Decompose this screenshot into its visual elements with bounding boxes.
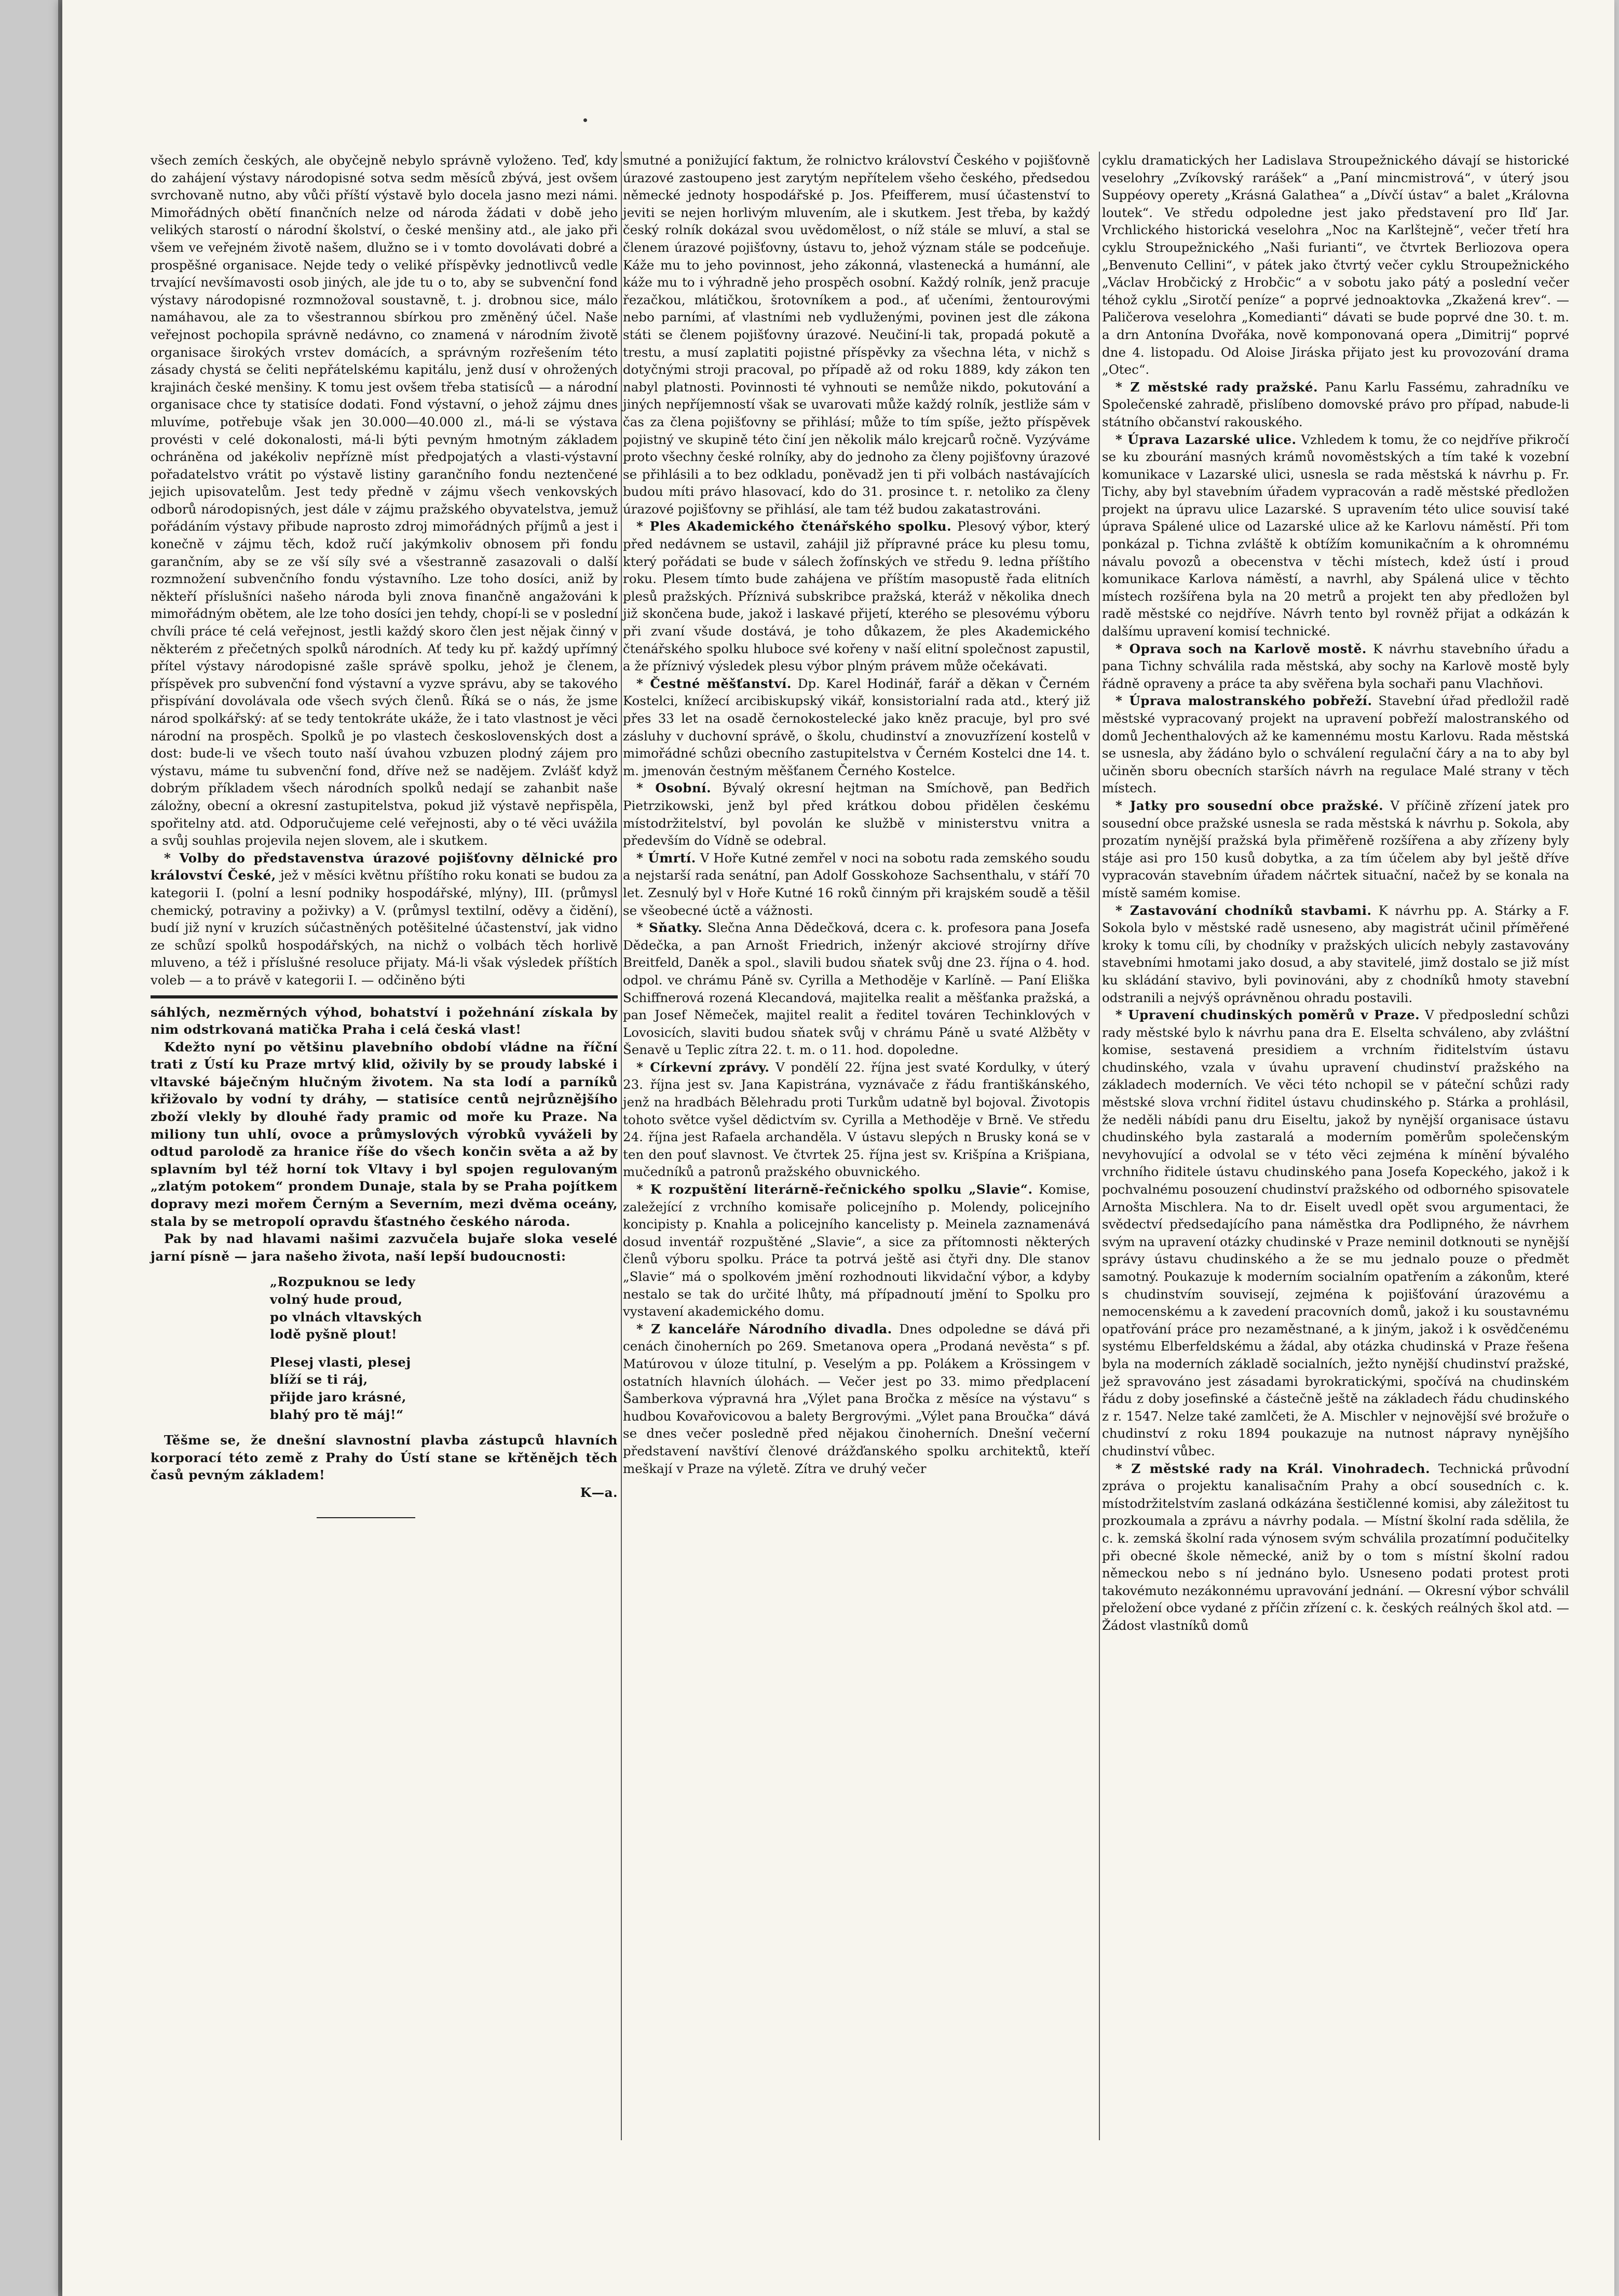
church-news-heading: * Církevní zprávy. — [636, 1059, 770, 1075]
death-heading: * Úmrtí. — [636, 850, 696, 866]
verse-line: Plesej vlasti, plesej — [270, 1354, 411, 1370]
river-article-lead: sáhlých, nezměrných výhod, bohatství i požehnání získala by nim odstrkovaná matička Praha i celá česká vlast! — [151, 1004, 618, 1037]
sidewalks-text: K návrhu pp. A. Stárky a F. Sokola bylo v městské radě usneseno, aby magistrát učinil příměřené kroky k tomu cíli, by chodníky v pražských ulicích nebyly zastavovány stavebními hmotami jako dosud, a aby stavitelé, jimž dostalo se již míst ku skládání stavivo, byli povinováni, aby z chodníků hmoty stavební odstranili a nejvýš oprávněnou ohradu postavili. — [1102, 902, 1569, 1005]
lazarska-text: Vzhledem k tomu, že co nejdříve přikročí se ku zbourání masných krámů novoměstských a tím také k vozební komunikace v Lazarské ulici, usnesla se rada městská k návrhu p. Fr. Tichy, aby byl stavebním úřadem vypracován a radě městské předložen projekt na úpravu ulice Lazarské. S upravením této ulice souvisí také úprava Spálené ulice od Lazarské ulice až ke Karlovu náměstí. Při tom ponkázal p. Tichna zvláště k obtížím komunikačním a k ohromnému návalu povozů a obecenstva v těchi místech, kdež ústí i proud komunikace Karlova náměstí, a navrhl, aby Spálená ulice v těchto místech rozšířena byla na 20 metrů a projekt ten aby předložen byl radě městské co nejdříve. Návrh tento byl rovněž přijat a odkázán k dalšímu upravení komisí technické. — [1102, 431, 1570, 639]
ball-heading: * Ples Akademického čtenářského spolku. — [636, 519, 952, 534]
personal-text: Bývalý okresní hejtman na Smíchově, pan Bedřich Pietrzikowski, jenž byl před krátkou dobou přidělen českému místodržitelství, byl povolán ke službě v ministerstvu vnitra a především do Vídně se odebral. — [623, 780, 1090, 848]
slaughterhouse-heading: * Jatky pro sousední obce pražské. — [1115, 798, 1384, 813]
death-text: V Hoře Kutné zemřel v noci na sobotu rada zemského soudu a nejstarší rada senátní, pan Adolf Gosskohoze Sachsenthalu, v stáří 70 let. Zesnulý byl v Hoře Kutné 16 roků činným při krajském soudě a těšil se všeobecné úctě a vážnosti. — [623, 850, 1090, 918]
end-rule — [317, 1517, 415, 1518]
column-divider-1 — [621, 152, 622, 2140]
statues-text: K návrhu stavebního úřadu a pana Tichny schválila rada městská, aby sochy na Karlově mostě byly řádně opraveny a práce ta aby svěřena byla sochaři panu Vlachňovi. — [1102, 641, 1569, 691]
verse-line: volný hude proud, — [270, 1292, 403, 1307]
river-article-song-intro: Pak by nad hlavami našimi zazvučela bujaře sloka veselé jarní písně — jara našeho života, naší lepší budoucnosti: — [151, 1231, 618, 1264]
slavie-heading: * K rozpuštění literárně-řečnického spolku „Slavie“. — [636, 1182, 1033, 1197]
city-council-text: Panu Karlu Fassému, zahradníku ve Společenské zahradě, přislíbeno domovské právo pro případ, nabude-li státního občanství rakouského. — [1102, 379, 1570, 429]
church-news-text: V pondělí 22. října jest svaté Kordulky, v úterý 23. října jest sv. Jana Kapistrána, vyznávače z řádu františkánského, jenž na hradbách Bělehradu proti Turkům udatně byl bojoval. Životopis tohoto světce vyšel dědictvím sv. Cyrilla a Methoděje v Brně. Ve středu 24. října jest Rafaela archanděla. V ústavu slepých n Brusky koná se v ten den pouť slavnost. Ve čtvrtek 25. října jest sv. Krišpína a Krišpiana, mučedníků a patronů pražského obuvnického. — [623, 1059, 1090, 1180]
theatre-text-continued: cyklu dramatických her Ladislava Stroupežnického dávají se historické veselohry „Zvíkovský rarášek“ a „Paní mincmistrová“, v úterý jsou Suppéovy operety „Krásná Galathea“ a „Dívčí ústav“ a balet „Královna loutek“. Ve středu odpoledne jest jako představení pro Ilď Jar. Vrchlického historická veselohra „Noc na Karlštejně“, večer třetí hra cyklu Stroupežnického „Naši furianti“, ve čtvrtek Berliozova opera „Benvenuto Cellini“, v pátek jako čtvrtý večer cyklu Stroupežnického „Václav Hrobčický z Hrobčic“ a v sobotu jako pátý a poslední večer téhož cyklu „Sirotčí peníze“ a poprvé jednoaktovka „Zkažená krev“. — Paličerova veselohra „Komedianti“ dávati se bude poprvé dne 30. t. m. a drn Antonína Dvořáka, nově komponovaná opera „Dimitrij“ poprvé dne 4. listopadu. Od Aloise Jiráska přijato jest ku provozování drama „Otec“. — [1102, 153, 1569, 377]
poor-relief-text: V předposlední schůzi rady městské bylo k návrhu pana dra E. Elselta schváleno, aby zvláštní komise, sestavená presidiem a vrchním řiditelstvím ústavu chudinského, vzala v úvahu upravení chudinství pražského na základech moderních. Ve věci této nchopil se v páteční schůzi rady městské slova vrchní řiditel ústavu chudinského p. Stárka a prohlásil, že neděli nábídi panu dru Eiseltu, jakož by nynější organisace ústavu chudinského byla zastaralá a moderním poměrům společenským nevyhovující a odvolal se v této věci zejména k mínění bývalého vrchního řiditele ústavu chudinského pana Josefa Kopeckého, jakož i k pochvalnému posouzení chudinství pražského od odborného spisovatele Arnošta Mischlera. Na to dr. Eiselt uvedl opět svou argumentaci, že svědectví předsedajícího pana náměstka dra Podlipného, že návrhem svým na upravení otázky chudinské v Praze neminil dotknouti se nynější správy ústavu chudinského a že se mu jednalo pouze o předmět samotný. Poukazuje k moderním socialním opatřením a zákonům, které s chudinstvím souvisejí, zejména k pojišťování úrazovému a nemocenskému a k zavedení pracovních domů, jakož i ku soustavnému opatřování práce pro nezaměstnané, a k jiným, jakož i k osvědčenému systému Elberfeldskému a žádal, aby otázka chudinská v Praze řešena byla na moderních základě socialních, ježto nynější chudinství pražské, jež spravováno jest zásadami byrokratickými, spočívá na chudinském řádu z doby josefinské a částečně ještě na základech řádu chudinského z r. 1547. Nelze také zamlčeti, že A. Mischler v nejnovější své brožuře o chudinství z roku 1894 poukazuje na nutnost nápravy nynějšího chudinství vůbec. — [1102, 1007, 1569, 1458]
insurance-article-text: smutné a ponižující faktum, že rolnictvo království Českého v pojišťovně úrazové zastoupeno jest zarytým nepřítelem všeho českého, předsedou německé jednoty hospodářské p. Jos. Pfeifferem, musí účastenství to jeviti se nejen horlivým mluvením, ale i skutkem. Jest třeba, by každý český rolník dokázal svou uvědomělost, o níž stále se mluví, a stal se členem úrazové pojišťovny, ústavu to, jehož význam stále se podceňuje. Káže mu to jeho povinnost, jeho zákonná, vlastenecká a humánní, ale káže mu to i výhradně jeho prospěch osobní. Každý rolník, jenž pracuje řezačkou, mlátičkou, šrotovníkem a pod., ať učeními, žentourovými nebo parními, ať vlastními neb vydluženými, povinen jest dle zákona státi se členem pojišťovny úrazové. Neučiní-li tak, propadá pokutě a trestu, a musí zaplatiti pojistné příspěvky za všechna léta, v nichž s dotyčnými stroji pracoval, po případě až od roku 1889, kdy zákon ten nabyl platnosti. Povinnosti té vyhnouti se nemůže nikdo, pokutování a jiných nepříjemností však se uvarovati může každý rolník, jestliže sám v čas za člena pojišťovny se přihlásí; může to tím spíše, ježto příspěvek pojistný ve skupině této činí jen několik málo krejcarů ročně. Vyzýváme proto všechny české rolníky, aby do jednoho za členy pojišťovny úrazové se přihlásili a to bez odkladu, poněvadž jen ti při volbách nastávajících budou míti právo hlasovací, kdo do 31. prosince t. r. netoliko za členy úrazové pojišťovny se přihlásí, ale tam též budou zakatastrováni. — [623, 153, 1090, 517]
verse-line: blahý pro tě máj!“ — [270, 1407, 404, 1422]
slavie-text: Komise, zaležející z vrchního komisaře policejního p. Molendy, policejního koncipisty p. Knahla a policejního kancelisty p. Meinela zaznamenává dosud inventář rozpuštěné „Slavie“, a sice za přítomnosti některých členů výboru spolku. Práce ta potrvá ještě asi čtyři dny. Dle stanov „Slavie“ má o spolkovém jmění rozhodnouti likvidační výbor, a kdyby nestalo se tak do určité lhůty, má případnoutí jmění to Spolku pro vystavení akademického domu. — [623, 1182, 1090, 1319]
article-rule — [151, 995, 618, 998]
theatre-heading: * Z kanceláře Národního divadla. — [636, 1321, 892, 1336]
river-article-closing: Těšme se, že dnešní slavnostní plavba zástupců hlavních korporací této země z Prahy do Ústí stane se křtěnějch těch časů pevným základem! — [151, 1433, 618, 1483]
weddings-text: Slečna Anna Dědečková, dcera c. k. profesora pana Josefa Dědečka, a pan Arnošt Friedrich, inženýr akciové strojírny dříve Breitfeld, Daněk a spol., slavili budou sňatek svůj dne 23. října o 4. hod. odpol. ve chrámu Páně sv. Cyrilla a Methoděje v Karlíně. — Paní Eliška Schiffnerová rozená Klecandová, majitelka realit a měšťanka pražská, a pan Josef Němeček, majitel realit a ředitel továren Techinklových v Lovosicích, slaviti budou sňatek svůj v chrámu Páně u svaté Alžběty v Šenavě u Teplic zítra 22. t. m. o 11. hod. dopoledne. — [623, 920, 1091, 1058]
river-article-text: Kdežto nyní po většinu plavebního období vládne na říční trati z Ústí ku Praze mrtvý klid, oživily by se proudy labské i vltavské báječným hlučným životem. Na sta lodí a parníků křižovalo by vodní ty dráhy, — statisíce centů nejrůznějšího zboží vlekly by dlouhé řady pramic od moře ku Praze. Na miliony tun uhlí, ovoce a průmyslových výrobků vyváželi by odtud parolodě za hranice říše do všech končin světa a až by splavním byl též horní tok Vltavy i byl spojen regulovaným „zlatým potokem“ prondem Dunaje, stala by se Praha pojítkem dopravy mezi mořem Černým a Severním, mezi dvěma oceány, stala by se metropolí opravdu šťastného českého národa. — [151, 1039, 618, 1229]
citizenship-text: Dp. Karel Hodinář, farář a děkan v Černém Kostelci, knížecí arcibiskupský vikář, konsistorialní rada atd., který již přes 33 let na osadě černokostelecké jako kněz pracuje, byl pro své zásluhy v duchovní správě, o školu, chudinství a znovuzřízení kostelů v mimořádné schůzi obecního zastupitelstva v Černém Kostelci dne 14. t. m. jmenován čestným měšťanem Černého Kostelce. — [623, 676, 1090, 778]
verse-line: lodě pyšně plout! — [270, 1327, 398, 1342]
song-verse — [270, 1273, 618, 1423]
ball-text: Plesový výbor, který před nedávnem se ustavil, zahájil již přípravné práce ku plesu tomu, který pořádati se bude v sálech žofínských ve středu 9. ledna příštího roku. Plesem tímto bude zahájena ve příštím masopustě řada elitních plesů pražských. Příznivá subskribce pražská, kteráž v několika dnech již skončena bude, jakož i laskavé přijetí, kterého se plesovému výboru při zvaní všude dostává, je toho důkazem, že ples Akademického čtenářského spolku hluboce své kořeny v naší elitní společnost zapustil, a že příznivý výsledek plesu výbor plným právem může očekávati. — [623, 519, 1090, 674]
pension-elections-heading: * Volby do představenstva úrazové pojišťovny dělnické pro království České, — [151, 850, 618, 883]
city-council-heading: * Z městské rady pražské. — [1115, 379, 1318, 395]
verse-line: blíží se ti ráj, — [270, 1372, 368, 1387]
embankment-text: Stavební úřad předložil radě městské vypracovaný projekt na upravení pobřeží malostranského od domů Jechenthalových až ke kamennému mostu Karlovu. Rada městská se usnesla, aby žádáno bylo o schválení regulační čáry a na to aby byl učiněn sboru obecních starších návrh na regulace Malé strany v těch místech. — [1102, 693, 1569, 796]
citizenship-heading: * Čestné měšťanství. — [636, 676, 792, 691]
column-2 — [623, 152, 1090, 1477]
verse-line: přijde jaro krásné, — [270, 1389, 406, 1404]
statues-heading: * Oprava soch na Karlově mostě. — [1115, 641, 1367, 656]
column-divider-2 — [1099, 152, 1100, 2140]
slaughterhouse-text: V příčině zřízení jatek pro sousední obce pražské usnesla se rada městská k návrhu p. Sokola, aby prozatím nynější pražská byla přiměřeně rozšířena a aby zřízeny byly stáje asi pro 150 kusů dobytka, a za tím účelem aby byl ještě dříve vypracován stavebním úřadem náčrtek situační, načež by se konala na místě samém komise. — [1102, 798, 1569, 900]
pension-elections-text: jež v měsíci květnu příštího roku konati se budou za kategorii I. (polní a lesní podniky hospodářské, mlýny), III. (průmysl chemický, potraviny a poživky) a V. (průmysl textilní, oděvy a čidění), budí již nyní v kruzích súčastněných potěšitelné účastenství, jak vidno ze schůzí spolků hospodářských, na nichž o volbách těch horlivě mluveno, a též i příslušné resoluce přijaty. Má-li však výsledek příštích voleb — a to právě v kategorii I. — odčiněno býti — [151, 868, 618, 988]
exhibition-article-text: všech zemích českých, ale obyčejně nebylo správně vyloženo. Teď, kdy do zahájení výstavy národopisné sotva sedm měsíců zbývá, jest ovšem svrchovaně nutno, aby vůči příští výstavě bylo docela jasno mezi námi. Mimořádných obětí finančních nelze od národa žádati v době jeho velikých starostí o národní školství, o české menšiny atd., ale jako při všem ve veřejném životě našem, dlužno se i v tomto dovolávati dobré a prospěšné organisace. Nejde tedy o veliké příspěvky jednotlivců vedle trvající nevšímavosti osob jiných, ale jde tu o to, aby se subvenční fond výstavy národopisné rozmnožoval soustavně, t. j. drobnou sice, málo namáhavou, ale za to všestrannou sbírkou pro změněný účel. Naše veřejnost pochopila správně nedávno, co znamená v národním životě organisace širokých vrstev domácích, a správným rozřešením této zásady chystá se čeliti nepřátelskému kapitálu, jenž dusí v ohrožených krajinách české menšiny. K tomu jest ovšem třeba statisíců — a národní organisace chce ty statisíce dodati. Fond výstavní, o jehož zájmu dnes mluvíme, potřebuje však jen 30.000—40.000 zl., má-li se výstava provésti v celé dokonalosti, má-li býti pevným hmotným základem ochráněna od jakékoliv nepříznë míst předpojatých a vlasti-výstavní pořadatelstvo vrátit po výstavě listiny garančního fondu neztenčené jejich upisovatelům. Jest tedy předně v zájmu všech venkovských odborů národopisných, jest dále v zájmu pražského obyvatelstva, jemuž pořádáním výstavy přibude naprosto zdroj mimořádných příjmů a jest i konečně v zájmu těch, kdož ručí jakýmkoliv obnosem při fondu garančním, aby se ze vší síly své a všestranně zasazovali o další rozmnožení subvenčního fondu výstavního. Lze toho dosíci, aniž by někteří příslušníci našeho národa byli znova finančně angažováni k mimořádným obětem, ale lze toho dosíci jen tehdy, chopí-li se v poslední chvíli práce té celá veřejnost, jestli každý skoro člen jest nějak činný v některém z přečetných spolků národních. Ať tedy ku př. každý upřímný přítel výstavy národopisné zašle správě spolku, jehož je členem, příspěvek pro subvenční fond výstavní a vyzve správu, aby se takového přispívání dovolávala ode všech svých členů. Říká se o nás, že jsme národ spolkářský: ať se tedy tentokráte ukáže, že i tato vlastnost je věci národní na prospěch. Spolků je po vlastech československých dost a dost: bude-li ve všech touto naší úvahou vzbuzen plodný zájem pro výstavu, máme tu subvenční fond, dříve než se nadějem. Zvlášť když dobrým příkladem všech národních spolků nedají se zahanbit naše záložny, obecní a okresní zastupitelstva, pokud již výstavě nepřispěla, spořitelny atd. atd. Odporučujeme celé veřejnosti, aby o té věci uvážila a svůj souhlas projevila nejen slovem, ale i skutkem. — [151, 153, 618, 848]
sidewalks-heading: * Zastavování chodníků stavbami. — [1115, 902, 1372, 918]
verse-line: „Rozpuknou se ledy — [270, 1274, 416, 1290]
vinohrady-heading: * Z městské rady na Král. Vinohradech. — [1115, 1461, 1431, 1476]
weddings-heading: * Sňatky. — [636, 920, 703, 936]
vinohrady-text: Technická průvodní zpráva o projektu kanalisačním Prahy a obcí sousedních c. k. místodržitelstvím zaslaná odkázána šestičlenné komisi, aby záležitost tu prozkoumala a zprávu a návrhy podala. — Místní školní rada sdělila, že c. k. zemská školní rada výnosem svým schválila prozatímní podučitelky při obecné škole německé, aniž by o tom s místní školní radou německou nebo s ní jednáno bylo. Usneseno podati protest proti takovémuto nezákonnému upravování jednání. — Okresní výbor schválil přeložení obce vydané z příčin zřízení c. k. českých reálných škol atd. — Žádost vlastníků domů — [1102, 1461, 1569, 1633]
page-dot — [583, 118, 587, 122]
author-signature: K—a. — [580, 1484, 618, 1500]
column-1 — [151, 152, 618, 1518]
theatre-text: Dnes odpoledne se dává při cenách činoherních po 269. Smetanova opera „Prodaná nevěsta“ s pf. Matúrovou v úloze titulní, p. Veselým a pp. Polákem a Krössingem v ostatních hlavních úlohách. — Večer jest po 33. mimo předplacení Šamberkova výpravná hra „Výlet pana Bročka z měsíce na výstavu“ s hudbou Kovařovicovou a balety Bergrovými. „Výlet pana Broučka“ dává se dnes večer posledně před nějakou činoherních. Dnešní večerní představení navštíví členové drážďanského spolku architektů, kteří meškají v Praze na výletě. Zítra ve druhý večer — [623, 1321, 1090, 1476]
poor-relief-heading: * Upravení chudinských poměrů v Praze. — [1115, 1007, 1420, 1023]
lazarska-heading: * Úprava Lazarské ulice. — [1115, 431, 1297, 447]
personal-heading: * Osobní. — [636, 780, 712, 796]
embankment-heading: * Úprava malostranského pobřeží. — [1115, 693, 1372, 709]
column-3 — [1102, 152, 1569, 1634]
verse-line: po vlnách vltavských — [270, 1309, 423, 1325]
